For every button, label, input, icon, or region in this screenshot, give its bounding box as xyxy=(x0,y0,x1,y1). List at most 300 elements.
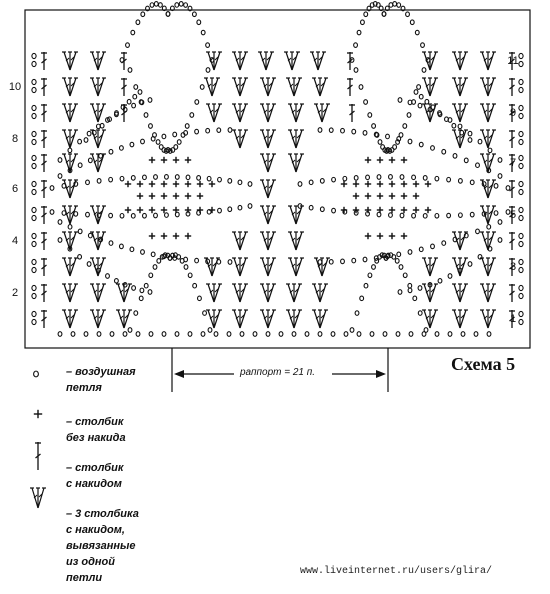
chain-stitch xyxy=(140,288,144,293)
row-number: 8 xyxy=(11,133,19,145)
three-dc-cluster xyxy=(480,258,496,276)
row-number: 6 xyxy=(11,183,19,195)
three-dc-cluster xyxy=(288,258,304,276)
chain-stitch xyxy=(68,148,72,153)
single-crochet xyxy=(185,157,191,163)
single-crochet xyxy=(185,181,191,187)
chain-stitch xyxy=(115,279,119,284)
chain-stitch xyxy=(320,179,324,184)
chain-stitch xyxy=(431,146,435,151)
chain-stitch xyxy=(32,105,36,110)
chain-stitch xyxy=(131,214,135,219)
chain-stitch xyxy=(84,138,88,143)
chain-stitch xyxy=(519,241,523,246)
chain-stitch xyxy=(217,260,221,265)
three-dc-cluster xyxy=(480,310,496,328)
double-crochet xyxy=(41,310,47,328)
three-dc-cluster xyxy=(284,52,300,70)
single-crochet xyxy=(401,181,407,187)
single-crochet xyxy=(389,207,395,213)
chain-stitch xyxy=(519,79,523,84)
single-crochet xyxy=(149,207,155,213)
chain-stitch xyxy=(148,98,152,103)
chain-stitch xyxy=(50,186,54,191)
chain-stitch xyxy=(366,175,370,180)
chain-stitch xyxy=(32,79,36,84)
chain-stitch xyxy=(195,129,199,134)
double-crochet xyxy=(41,154,47,172)
chain-stitch xyxy=(418,311,422,316)
row-number: 1 xyxy=(509,313,517,325)
chain-stitch xyxy=(97,179,101,184)
chain-stitch xyxy=(355,311,359,316)
chain-stitch xyxy=(386,134,390,139)
legend-label: с накидом xyxy=(66,478,122,490)
chain-stitch xyxy=(354,43,358,48)
chain-stitch xyxy=(227,332,231,337)
three-dc-cluster xyxy=(288,232,304,250)
chain-stitch xyxy=(329,128,333,133)
chain-stitch xyxy=(476,229,480,234)
chain-stitch xyxy=(201,30,205,35)
row-number: 10 xyxy=(8,81,22,93)
chain-stitch xyxy=(399,265,403,270)
single-crochet xyxy=(185,207,191,213)
chain-stitch xyxy=(148,290,152,295)
chain-stitch xyxy=(352,258,356,263)
chain-stitch xyxy=(197,20,201,25)
rapport-label: раппорт = 21 п. xyxy=(240,367,316,378)
chain-stitch xyxy=(398,290,402,295)
chain-stitch xyxy=(398,98,402,103)
chain-stitch xyxy=(360,296,364,301)
chain-stitch xyxy=(32,155,36,160)
chain-stitch xyxy=(320,207,324,212)
chain-stitch xyxy=(435,332,439,337)
chain-stitch xyxy=(214,332,218,337)
single-crochet xyxy=(401,233,407,239)
double-crochet xyxy=(509,130,515,148)
single-crochet xyxy=(365,181,371,187)
chain-stitch xyxy=(435,176,439,181)
chain-stitch xyxy=(175,175,179,180)
scheme-title: Схема 5 xyxy=(451,354,516,374)
chain-stitch xyxy=(400,213,404,218)
chain-stitch xyxy=(131,30,135,35)
chain-stitch xyxy=(408,139,412,144)
chain-stitch xyxy=(368,273,372,278)
chain-stitch xyxy=(382,12,386,17)
chain-stitch xyxy=(519,233,523,238)
single-crochet xyxy=(149,233,155,239)
chain-stitch xyxy=(200,85,204,90)
chain-stitch xyxy=(32,285,36,290)
chain-stitch xyxy=(162,134,166,139)
chain-stitch xyxy=(58,174,62,179)
chain-stitch xyxy=(331,332,335,337)
chain-stitch xyxy=(279,332,283,337)
legend-label: из одной xyxy=(66,556,115,568)
single-crochet xyxy=(413,181,419,187)
double-crochet xyxy=(347,78,353,96)
three-dc-cluster xyxy=(452,310,468,328)
chain-stitch xyxy=(228,179,232,184)
chain-stitch xyxy=(32,267,36,272)
three-dc-cluster xyxy=(422,310,438,328)
double-crochet xyxy=(41,78,47,96)
chain-stitch xyxy=(248,182,252,187)
chain-stitch xyxy=(206,43,210,48)
three-dc-cluster xyxy=(286,284,302,302)
single-crochet xyxy=(173,233,179,239)
chain-stitch xyxy=(403,124,407,129)
chain-stitch xyxy=(458,124,462,129)
three-dc-cluster xyxy=(260,258,276,276)
chain-stitch xyxy=(150,3,154,8)
chain-stitch xyxy=(86,180,90,185)
single-crochet xyxy=(389,233,395,239)
three-dc-cluster xyxy=(62,52,78,70)
row-number: 9 xyxy=(509,107,517,119)
rapport-arrowhead-right xyxy=(376,370,386,378)
single-crochet xyxy=(161,207,167,213)
chain-stitch xyxy=(448,274,452,279)
chain-stitch xyxy=(397,3,401,8)
chain-stitch xyxy=(332,177,336,182)
chain-stitch xyxy=(377,175,381,180)
chain-stitch xyxy=(364,100,368,105)
single-crochet xyxy=(389,157,395,163)
three-dc-cluster xyxy=(90,154,106,172)
double-crochet-icon xyxy=(4,458,66,498)
single-crochet xyxy=(389,193,395,199)
chain-stitch xyxy=(423,176,427,181)
chain-stitch xyxy=(228,128,232,133)
chain-stitch xyxy=(417,85,421,90)
three-dc-cluster xyxy=(260,180,276,198)
chain-stitch xyxy=(414,90,418,95)
chain-stitch xyxy=(292,332,296,337)
chain-stitch xyxy=(370,332,374,337)
chain-stitch xyxy=(487,332,491,337)
three-dc-cluster xyxy=(62,154,78,172)
chain-stitch xyxy=(32,293,36,298)
chain-stitch xyxy=(32,53,36,58)
chain-stitch xyxy=(352,129,356,134)
chain-stitch xyxy=(132,286,136,291)
chain-stitch xyxy=(120,176,124,181)
three-dc-cluster xyxy=(452,104,468,122)
chain-stitch xyxy=(78,229,82,234)
chain-stitch xyxy=(468,138,472,143)
three-dc-cluster xyxy=(232,284,248,302)
three-dc-cluster xyxy=(480,52,496,70)
chain-stitch xyxy=(58,220,62,225)
chain-stitch xyxy=(519,181,523,186)
chain-stitch xyxy=(78,255,82,260)
chain-stitch xyxy=(418,103,422,108)
chain-stitch xyxy=(217,128,221,133)
chain-stitch xyxy=(305,332,309,337)
chain-stitch xyxy=(32,181,36,186)
double-crochet xyxy=(41,180,47,198)
single-crochet xyxy=(413,207,419,213)
chain-stitch xyxy=(354,176,358,181)
chain-stitch xyxy=(318,128,322,133)
three-dc-cluster xyxy=(260,104,276,122)
chain-stitch xyxy=(494,184,498,189)
chain-stitch xyxy=(149,124,153,129)
chain-stitch xyxy=(408,250,412,255)
three-dc-cluster xyxy=(480,104,496,122)
chain-stitch xyxy=(266,332,270,337)
chain-stitch xyxy=(206,128,210,133)
chain-stitch xyxy=(422,332,426,337)
legend-label: с накидом, xyxy=(66,524,125,536)
chain-stitch xyxy=(32,87,36,92)
chain-stitch xyxy=(87,131,91,136)
chain-stitch xyxy=(203,311,207,316)
single-crochet xyxy=(149,157,155,163)
three-dc-cluster xyxy=(260,154,276,172)
double-crochet xyxy=(509,78,515,96)
single-crochet xyxy=(173,181,179,187)
row-number: 7 xyxy=(509,157,517,169)
chain-stitch xyxy=(186,175,190,180)
chain-stitch xyxy=(62,184,66,189)
single-crochet xyxy=(365,233,371,239)
three-dc-cluster xyxy=(260,130,276,148)
chain-stitch xyxy=(195,100,199,105)
chain-stitch xyxy=(165,175,169,180)
legend-label: петли xyxy=(66,572,103,584)
three-dc-cluster xyxy=(90,258,106,276)
three-dc-cluster xyxy=(90,310,106,328)
three-dc-cluster xyxy=(90,78,106,96)
chain-stitch xyxy=(448,332,452,337)
single-crochet xyxy=(137,193,143,199)
three-dc-cluster xyxy=(480,284,496,302)
chain-stitch xyxy=(447,213,451,218)
legend-label: 3 столбика xyxy=(75,508,139,520)
single-crochet xyxy=(161,157,167,163)
chain-stitch xyxy=(141,139,145,144)
chain-stitch xyxy=(409,332,413,337)
chain-stitch xyxy=(109,213,113,218)
three-dc-cluster xyxy=(310,52,326,70)
chain-stitch xyxy=(88,158,92,163)
row-number: 2 xyxy=(11,287,19,299)
three-dc-cluster xyxy=(260,232,276,250)
chain-stitch xyxy=(519,139,523,144)
single-crochet xyxy=(377,233,383,239)
chain-stitch xyxy=(423,214,427,219)
chain-stitch xyxy=(442,149,446,154)
chain-stitch xyxy=(413,296,417,301)
double-crochet xyxy=(509,232,515,250)
chain-stitch xyxy=(488,148,492,153)
chain-stitch xyxy=(506,186,510,191)
single-crochet xyxy=(353,193,359,199)
three-dc-cluster xyxy=(62,130,78,148)
chain-stitch xyxy=(143,175,147,180)
chain-stitch xyxy=(364,12,368,17)
chain-stitch xyxy=(130,142,134,147)
single-crochet xyxy=(185,193,191,199)
single-crochet xyxy=(161,193,167,199)
single-crochet xyxy=(401,207,407,213)
three-dc-cluster xyxy=(480,154,496,172)
chain-stitch xyxy=(144,283,148,288)
chain-stitch xyxy=(389,3,393,8)
legend-label: воздушная xyxy=(75,366,136,378)
chain-stitch xyxy=(407,113,411,118)
chain-stitch xyxy=(332,208,336,213)
legend-label: столбик xyxy=(75,462,124,474)
chain-stitch xyxy=(134,85,138,90)
single-crochet xyxy=(149,193,155,199)
chain-stitch xyxy=(175,3,179,8)
chain-stitch xyxy=(425,99,429,104)
chain-stitch xyxy=(78,139,82,144)
three-dc-cluster xyxy=(116,310,132,328)
three-dc-cluster xyxy=(232,104,248,122)
chain-stitch xyxy=(188,332,192,337)
single-crochet xyxy=(425,207,431,213)
chain-stitch xyxy=(464,158,468,163)
single-crochet xyxy=(365,157,371,163)
three-dc-cluster xyxy=(232,78,248,96)
chain-stitch xyxy=(84,332,88,337)
chain-stitch xyxy=(419,142,423,147)
chain-stitch xyxy=(133,94,137,99)
single-crochet xyxy=(161,181,167,187)
three-dc-cluster xyxy=(452,284,468,302)
chain-stitch xyxy=(99,154,103,159)
chain-stitch xyxy=(132,103,136,108)
chain-stitch xyxy=(131,176,135,181)
single-crochet xyxy=(149,181,155,187)
double-crochet xyxy=(41,104,47,122)
chain-stitch xyxy=(62,211,66,216)
single-crochet xyxy=(209,181,215,187)
row-number: 3 xyxy=(509,261,517,273)
three-dc-cluster xyxy=(312,310,328,328)
three-dc-cluster xyxy=(90,206,106,224)
chain-stitch xyxy=(32,233,36,238)
legend-label: вывязанные xyxy=(66,540,136,552)
chain-stitch xyxy=(78,163,82,168)
three-dc-cluster xyxy=(206,104,222,122)
chain-stitch xyxy=(126,43,130,48)
single-crochet xyxy=(425,181,431,187)
three-dc-cluster xyxy=(90,52,106,70)
chain-stitch xyxy=(179,2,183,7)
watermark: www.liveinternet.ru/users/glira/ xyxy=(300,566,493,577)
chain-stitch xyxy=(185,124,189,129)
chain-stitch xyxy=(128,328,132,333)
chain-stitch xyxy=(32,241,36,246)
chain-stitch xyxy=(190,113,194,118)
chain-stitch xyxy=(193,12,197,17)
chain-stitch xyxy=(487,225,491,230)
three-dc-cluster xyxy=(260,284,276,302)
chain-stitch xyxy=(157,259,161,264)
chain-stitch xyxy=(498,158,502,163)
chain-stitch xyxy=(395,259,399,264)
three-dc-cluster xyxy=(260,78,276,96)
chain-stitch xyxy=(341,128,345,133)
chain-stitch xyxy=(154,175,158,180)
chain-stitch xyxy=(248,204,252,209)
chain-stitch xyxy=(498,220,502,225)
row-number: 11 xyxy=(507,55,519,67)
three-dc-cluster xyxy=(62,258,78,276)
chain-stitch xyxy=(141,12,145,17)
three-dc-cluster xyxy=(480,130,496,148)
chain-stitch xyxy=(32,139,36,144)
chain-stitch xyxy=(86,212,90,217)
three-dc-cluster xyxy=(62,104,78,122)
chain-stitch xyxy=(174,145,178,150)
three-dc-cluster xyxy=(232,258,248,276)
single-crochet xyxy=(173,193,179,199)
chain-stitch xyxy=(498,174,502,179)
chain-stitch xyxy=(184,3,188,8)
single-crochet xyxy=(125,181,131,187)
single-crochet xyxy=(341,181,347,187)
chain-stitch xyxy=(195,258,199,263)
three-dc-cluster xyxy=(452,52,468,70)
three-dc-cluster xyxy=(62,78,78,96)
chain-stitch xyxy=(364,283,368,288)
chain-stitch xyxy=(149,332,153,337)
legend-item: – столбик без накида xyxy=(4,412,194,452)
single-crochet xyxy=(137,207,143,213)
chain-stitch xyxy=(173,132,177,137)
double-crochet xyxy=(509,284,515,302)
three-dc-cluster xyxy=(90,104,106,122)
chain-stitch xyxy=(377,212,381,217)
chain-stitch xyxy=(418,286,422,291)
chain-stitch xyxy=(153,265,157,270)
single-crochet xyxy=(389,181,395,187)
three-dc-cluster xyxy=(452,78,468,96)
chain-stitch xyxy=(128,68,132,73)
chain-stitch xyxy=(329,260,333,265)
chain-stitch xyxy=(143,213,147,218)
chain-stitch xyxy=(120,146,124,151)
three-dc-cluster xyxy=(62,284,78,302)
chain-stitch xyxy=(136,20,140,25)
legend-item: – столбик с накидом xyxy=(4,458,194,498)
three-dc-cluster xyxy=(204,78,220,96)
chain-stitch xyxy=(361,20,365,25)
chain-stitch xyxy=(58,158,62,163)
chain-stitch xyxy=(32,113,36,118)
chain-stitch xyxy=(154,213,158,218)
chain-stitch xyxy=(228,260,232,265)
three-dc-cluster xyxy=(62,180,78,198)
single-crochet xyxy=(353,181,359,187)
three-dc-cluster xyxy=(260,310,276,328)
legend-label: столбик xyxy=(75,416,124,428)
chain-stitch xyxy=(151,252,155,257)
chain-stitch xyxy=(50,210,54,215)
three-dc-cluster xyxy=(232,52,248,70)
chain-stitch xyxy=(120,58,124,63)
three-dc-cluster xyxy=(258,52,274,70)
